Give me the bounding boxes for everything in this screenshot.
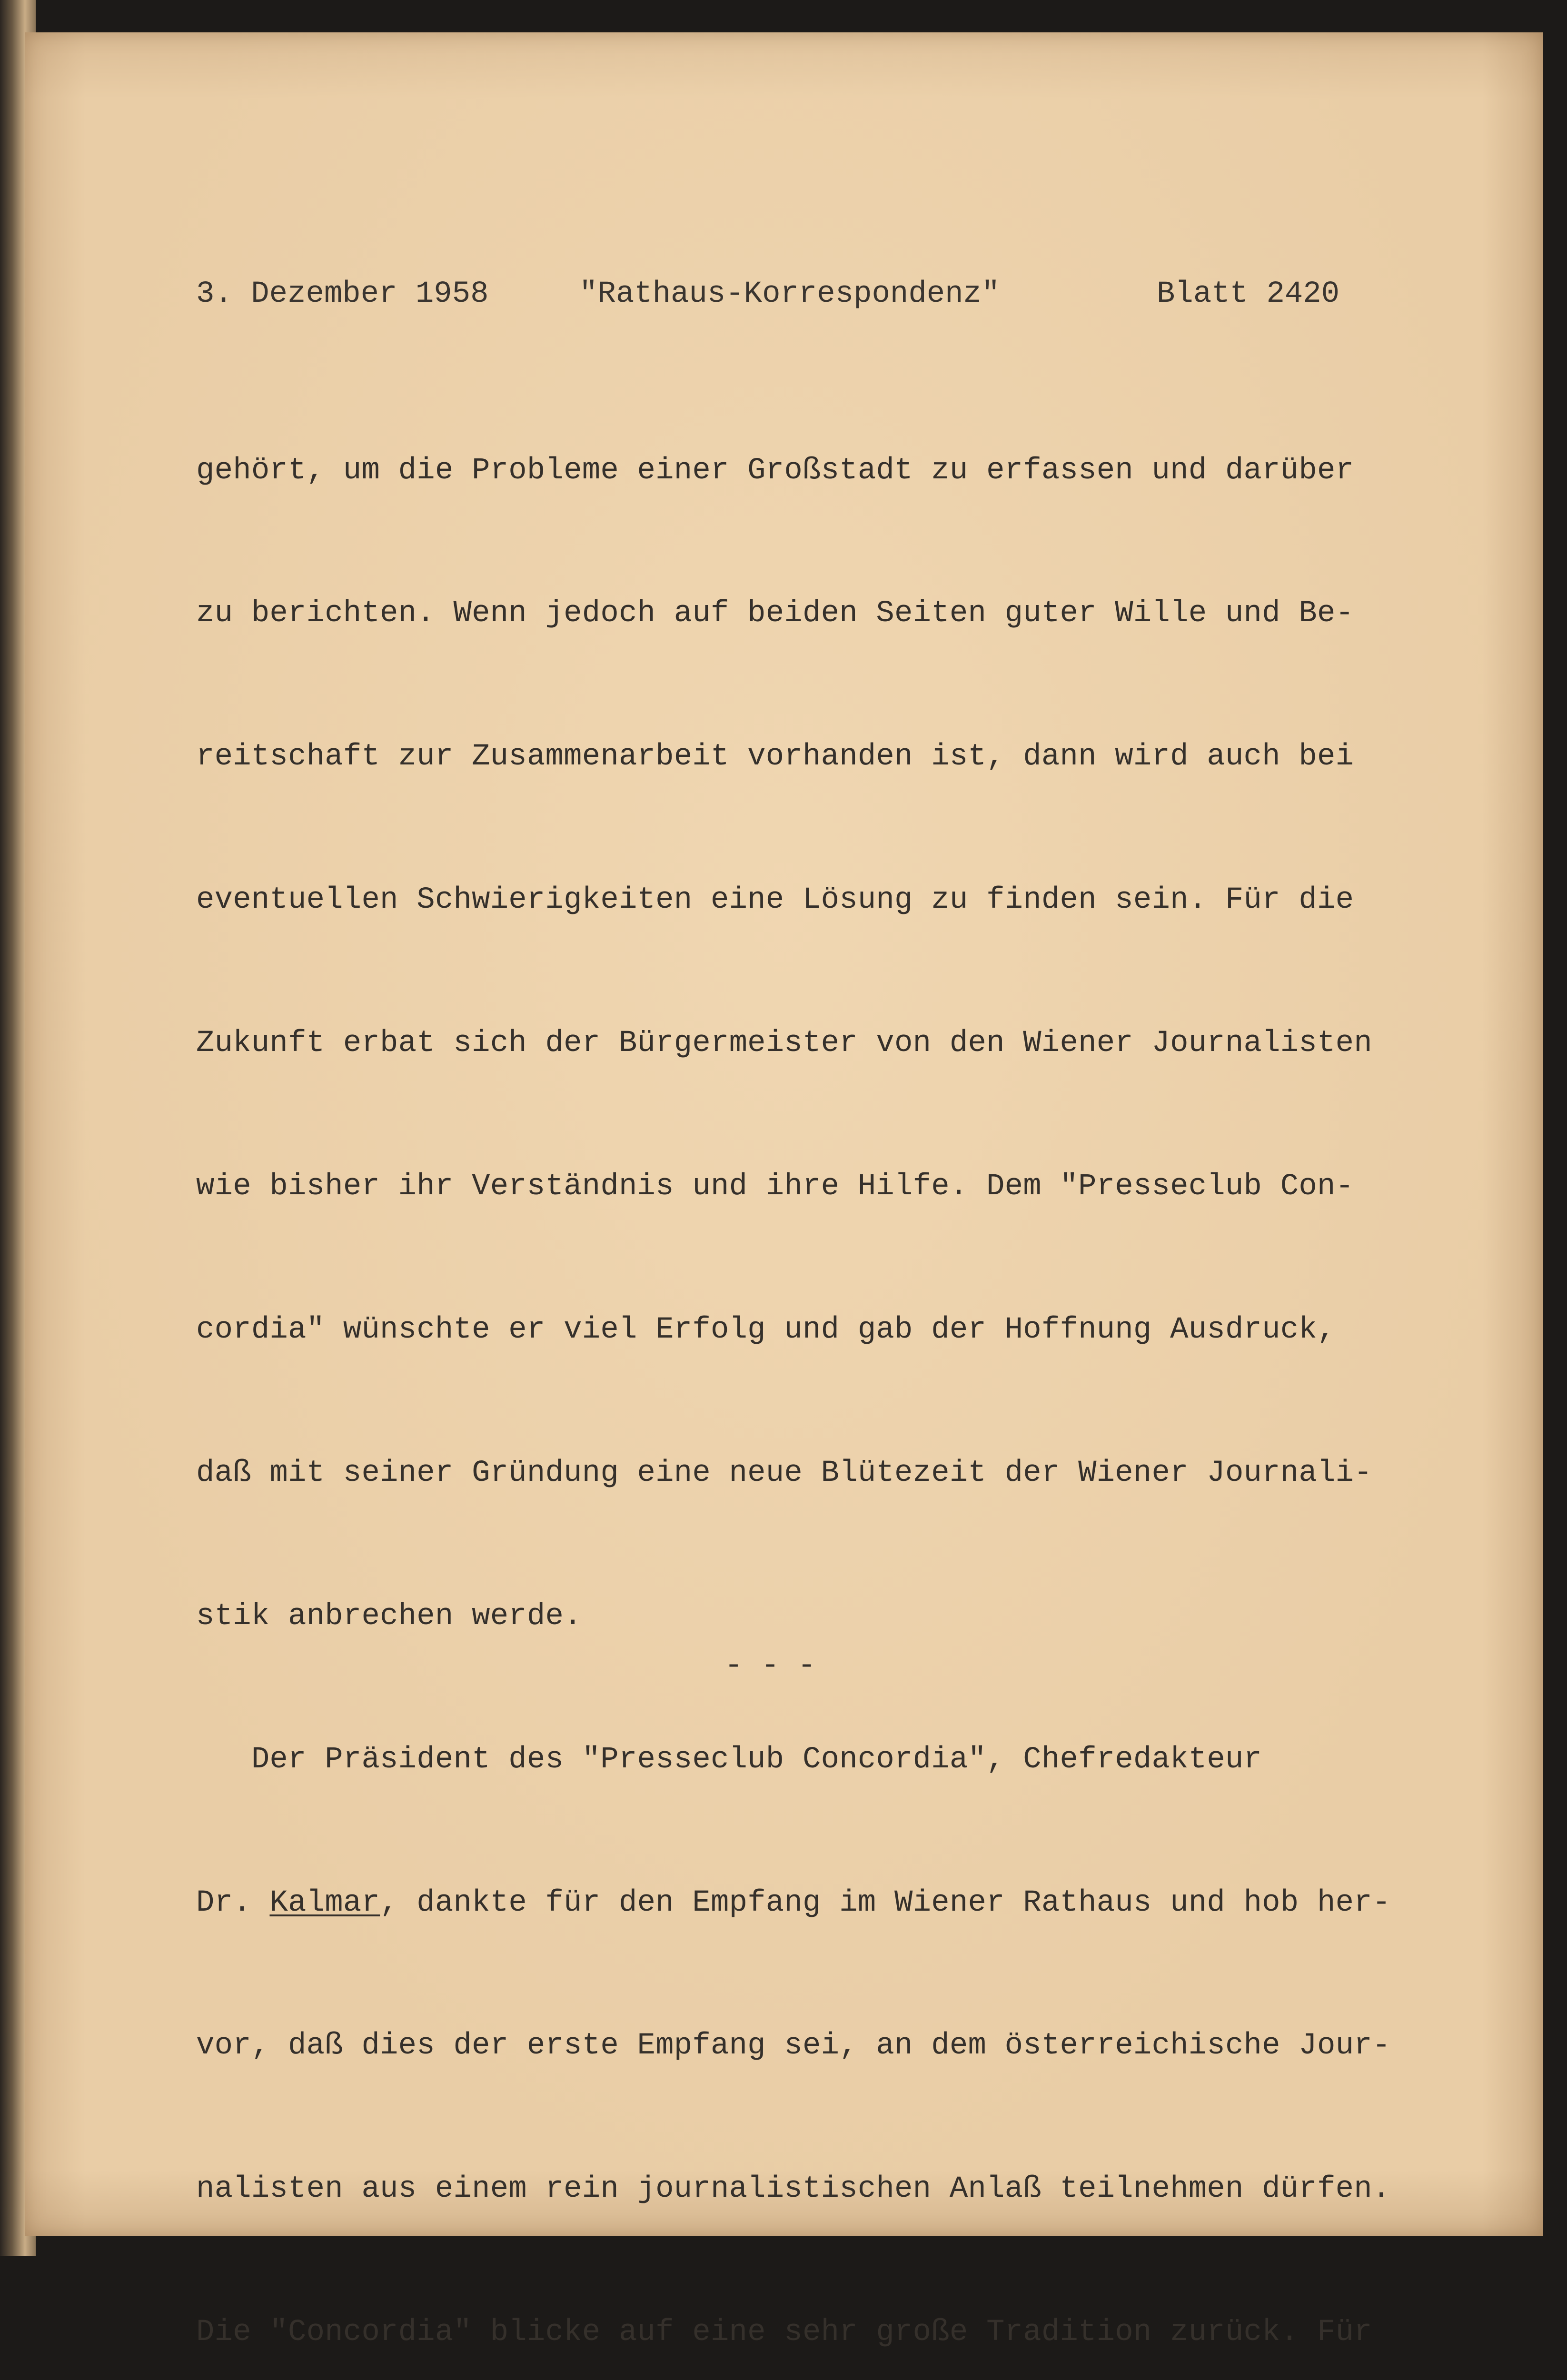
text-line-rest: , dankte für den Empfang im Wiener Rathaus und hob her- [380,1885,1391,1920]
text-line: gehört, um die Probleme einer Großstadt zu erfassen und darüber [196,453,1354,488]
document-page [25,32,1543,2350]
text-line: reitschaft zur Zusammenarbeit vorhanden ist, dann wird auch bei [196,740,1354,774]
page-header [196,275,1358,313]
text-line: eventuellen Schwierigkeiten eine Lösung zu finden sein. Für die [196,883,1354,918]
body-text [196,351,1500,2380]
underlined-name: Kalmar [269,1885,380,1920]
text-line: cordia" wünschte er viel Erfolg und gab der Hoffnung Ausdruck, [196,1312,1336,1347]
text-line: nalisten aus einem rein journalistischen Anlaß teilnehmen dürfen. [196,2172,1391,2207]
header-date: 3. Dezember 1958 [196,277,489,311]
text-line: daß mit seiner Gründung eine neue Blütezeit der Wiener Journali- [196,1456,1372,1490]
text-line: vor, daß dies der erste Empfang sei, an dem österreichische Jour- [196,2029,1391,2063]
text-line-start: Dr. [196,1885,270,1920]
end-mark: - - - [724,1649,816,1683]
header-sheet-number: Blatt 2420 [1157,277,1340,311]
text-line: Der Präsident des "Presseclub Concordia", Chefredakteur [196,1742,1262,1777]
text-line: Die "Concordia" blicke auf eine sehr große Tradition zurück. Für [196,2315,1372,2350]
text-line: wie bisher ihr Verständnis und ihre Hilfe. Dem "Presseclub Con- [196,1170,1354,1204]
header-publication: "Rathaus-Korrespondenz" [579,277,1000,311]
text-line: stik anbrechen werde. [196,1599,582,1634]
text-line: Zukunft erbat sich der Bürgermeister von den Wiener Journalisten [196,1026,1372,1061]
text-line: zu berichten. Wenn jedoch auf beiden Seiten guter Wille und Be- [196,596,1354,631]
text-line-with-name [196,1879,1500,1927]
